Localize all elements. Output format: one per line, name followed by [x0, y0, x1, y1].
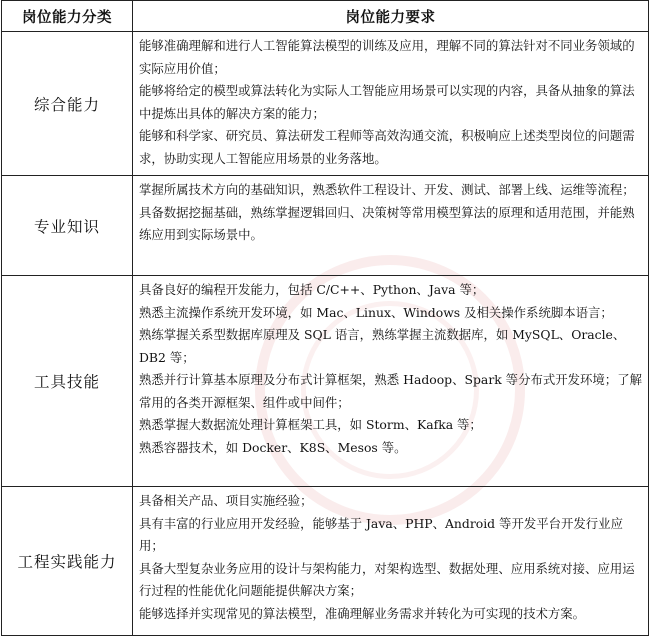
category-cell: 工具技能	[2, 276, 133, 487]
requirements-cell	[133, 487, 649, 636]
requirement-item: 能够选择并实现常见的算法模型，准确理解业务需求并转化为可实现的技术方案。	[139, 605, 586, 621]
requirement-item: 熟悉并行计算基本原理及分布式计算框架，熟悉 Hadoop、Spark 等分布式开发环境；了解常用的各类开源框架、组件或中间件；	[139, 372, 642, 410]
category-cell: 综合能力	[2, 32, 133, 176]
requirement-item: 具有丰富的行业应用开发经验，能够基于 Java、PHP、Android 等开发平台开发行业应用；	[139, 515, 623, 553]
requirement-item: 熟练掌握关系型数据库原理及 SQL 语言，熟练掌握主流数据库，如 MySQL、Oracle、DB2 等；	[139, 327, 626, 365]
requirement-item: 具备大型复杂业务应用的设计与架构能力，对架构选型、数据处理、应用系统对接、应用运行过程的性能优化问题能提供解决方案；	[139, 560, 635, 598]
table-row	[2, 32, 649, 176]
requirement-item: 能够将给定的模型或算法转化为实际人工智能应用场景可以实现的内容，具备从抽象的算法中提炼出具体的解决方案的能力；	[139, 83, 635, 121]
requirement-item: 具备良好的编程开发能力，包括 C/C++、Python、Java 等；	[139, 282, 485, 297]
table-row	[2, 276, 649, 487]
requirement-item: 具备相关产品、项目实施经验；	[139, 493, 313, 508]
ability-requirements-table	[1, 0, 649, 636]
requirements-cell	[133, 276, 649, 487]
requirements-cell	[133, 176, 649, 276]
requirement-item: 具备数据挖掘基础，熟练掌握逻辑回归、决策树等常用模型算法的原理和适用范围，并能熟练应用到实际场景中。	[139, 204, 635, 242]
requirements-cell	[133, 32, 649, 176]
requirement-item: 熟悉主流操作系统开发环境，如 Mac、Linux、Windows 及相关操作系统脚本语言；	[139, 304, 613, 320]
header-requirements: 岗位能力要求	[133, 1, 649, 32]
header-category: 岗位能力分类	[2, 1, 133, 32]
requirement-item: 能够和科学家、研究员、算法研发工程师等高效沟通交流，积极响应上述类型岗位的问题需求，协助实现人工智能应用场景的业务落地。	[139, 128, 635, 166]
category-cell: 专业知识	[2, 176, 133, 276]
requirement-item: 熟悉容器技术，如 Docker、K8S、Mesos 等。	[139, 439, 407, 455]
table-row	[2, 176, 649, 276]
requirement-item: 能够准确理解和进行人工智能算法模型的训练及应用，理解不同的算法针对不同业务领域的实际应用价值；	[139, 38, 635, 76]
requirement-item: 熟悉掌握大数据流处理计算框架工具，如 Storm、Kafka 等；	[139, 417, 482, 432]
table-row	[2, 487, 649, 636]
requirement-item: 掌握所属技术方向的基础知识，熟悉软件工程设计、开发、测试、部署上线、运维等流程；	[139, 182, 635, 197]
table-header-row	[2, 1, 649, 32]
category-cell: 工程实践能力	[2, 487, 133, 636]
